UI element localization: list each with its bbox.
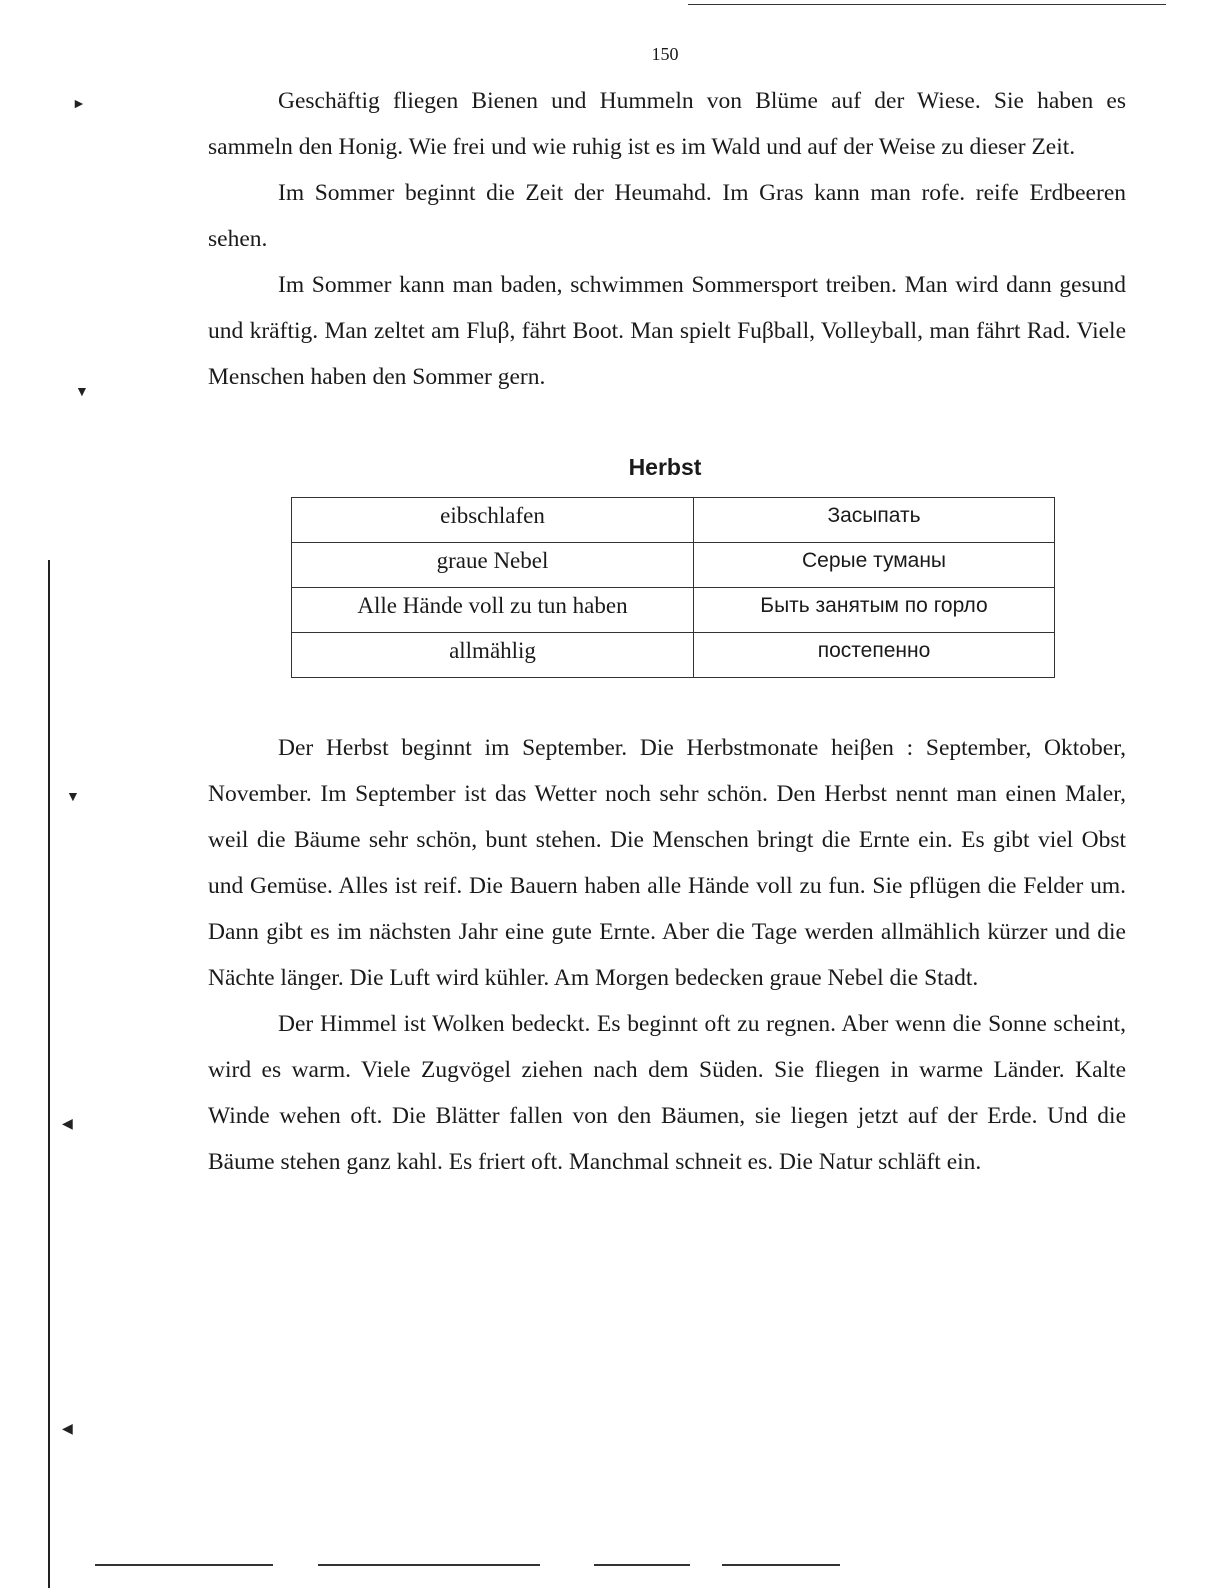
bottom-rule — [594, 1564, 690, 1566]
paragraph: Der Himmel ist Wolken bedeckt. Es beginnt oft zu regnen. Aber wenn die Sonne scheint, wird es warm. Viele Zugvögel ziehen nach dem Süden. Sie fliegen in warme Länder. Kalte Winde wehen oft. Die Blätter fallen von den Bäumen, sie liegen jetzt auf der Erde. Und die Bäume stehen ganz kahl. Es friert oft. Manchmal schneit es. Die Natur schläft ein. — [208, 1011, 1126, 1175]
russian-translation: Быть занятым по горло — [694, 588, 1055, 633]
german-term: allmählig — [292, 633, 694, 678]
russian-translation: Засыпать — [694, 498, 1055, 543]
margin-arrow-icon: ◀ — [62, 1117, 73, 1132]
vocabulary-table — [291, 497, 1055, 678]
margin-arrow-icon: ▼ — [66, 790, 80, 805]
bottom-rule — [722, 1564, 840, 1566]
bottom-rule — [318, 1564, 540, 1566]
paragraph: Im Sommer kann man baden, schwimmen Sommersport treiben. Man wird dann gesund und kräftig. Man zeltet am Fluβ, fährt Boot. Man spielt Fuβball, Volleyball, man fährt Rad. Viele Menschen haben den Sommer gern. — [208, 272, 1126, 390]
german-term: eibschlafen — [292, 498, 694, 543]
table-row — [292, 498, 1055, 543]
table-row — [292, 543, 1055, 588]
german-term: graue Nebel — [292, 543, 694, 588]
russian-translation: Серые туманы — [694, 543, 1055, 588]
margin-arrow-icon: ► — [72, 97, 86, 112]
german-term: Alle Hände voll zu tun haben — [292, 588, 694, 633]
page-number: 150 — [651, 44, 679, 64]
autumn-text — [208, 725, 1126, 1185]
paragraph: Im Sommer beginnt die Zeit der Heumahd. Im Gras kann man rofe. reife Erdbeeren sehen. — [208, 180, 1126, 252]
margin-arrow-icon: ▼ — [75, 385, 89, 400]
table-row — [292, 633, 1055, 678]
left-margin-line — [48, 560, 50, 1588]
top-rule — [688, 4, 1166, 5]
section-heading: Herbst — [628, 454, 702, 480]
bottom-rule — [95, 1564, 273, 1566]
paragraph: Geschäftig fliegen Bienen und Hummeln von Blüme auf der Wiese. Sie haben es sammeln den Honig. Wie frei und wie ruhig ist es im Wald und auf der Weise zu dieser Zeit. — [208, 88, 1126, 160]
summer-text — [208, 78, 1126, 400]
margin-arrow-icon: ◀ — [62, 1422, 73, 1437]
table-row — [292, 588, 1055, 633]
paragraph: Der Herbst beginnt im September. Die Herbstmonate heiβen : September, Oktober, November. Im September ist das Wetter noch sehr schön. Den Herbst nennt man einen Maler, weil die Bäume sehr schön, bunt stehen. Die Menschen bringt die Ernte ein. Es gibt viel Obst und Gemüse. Alles ist reif. Die Bauern haben alle Hände voll zu fun. Sie pflügen die Felder um. Dann gibt es im nächsten Jahr eine gute Ernte. Aber die Tage werden allmählich kürzer und die Nächte länger. Die Luft wird kühler. Am Morgen bedecken graue Nebel die Stadt. — [208, 735, 1126, 991]
russian-translation: постепенно — [694, 633, 1055, 678]
